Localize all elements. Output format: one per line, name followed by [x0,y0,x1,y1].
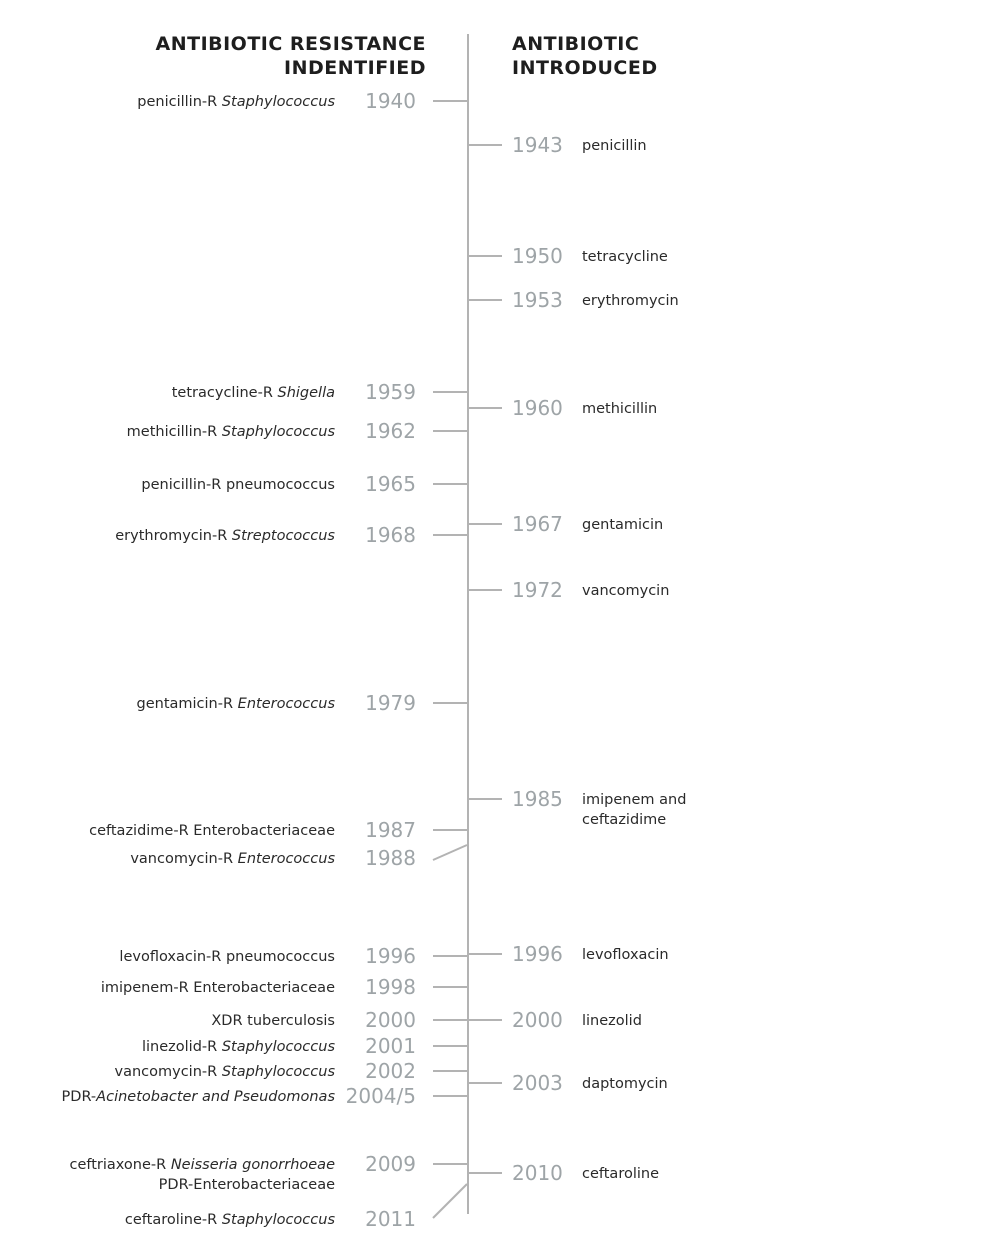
resistance-label-line [130,849,335,869]
resistance-label-line [211,1011,335,1031]
resistance-label-line [137,92,335,112]
introduced-name-line2: ceftazidime [582,812,667,828]
resistance-header-line2: INDENTIFIED [284,57,426,79]
resistance-label-line [172,383,335,403]
introduced-label [582,1164,659,1184]
introduced-year: 2003 [512,1071,563,1095]
resistance-year: 2002 [365,1059,416,1083]
resistance-tick [433,955,467,957]
resistance-label-text: PDR- [61,1089,97,1105]
introduced-label [582,247,668,267]
resistance-organism: Enterococcus [237,851,335,867]
resistance-label-line [127,422,335,442]
resistance-organism: Staphylococcus [221,1039,335,1055]
resistance-tick [433,1019,467,1021]
resistance-tick [433,1095,467,1097]
resistance-year: 1965 [365,472,416,496]
introduced-label [582,291,679,311]
resistance-label-line [89,821,335,841]
resistance-label-line [114,1062,335,1082]
resistance-label [114,1062,335,1082]
introduced-label [582,1011,642,1031]
resistance-label-text: methicillin-R [126,424,222,440]
resistance-tick [433,1045,467,1047]
resistance-year: 1959 [365,380,416,404]
resistance-label [89,821,335,841]
introduced-header [512,32,658,80]
resistance-year: 2001 [365,1034,416,1058]
resistance-label [141,475,335,495]
resistance-label [137,694,335,714]
resistance-organism: Streptococcus [231,528,335,544]
resistance-year: 2011 [365,1207,416,1231]
introduced-name: tetracycline [582,249,668,265]
resistance-label-text: imipenem-R Enterobacteriaceae [100,980,335,996]
introduced-label [582,790,686,830]
resistance-year: 1987 [365,818,416,842]
resistance-label [172,383,335,403]
introduced-year: 2010 [512,1161,563,1185]
introduced-name: vancomycin [582,583,670,599]
resistance-label-line [62,1087,335,1107]
resistance-label [127,422,335,442]
resistance-label-text: erythromycin-R [115,528,232,544]
resistance-year: 2009 [365,1152,416,1176]
resistance-year: 1979 [365,691,416,715]
resistance-tick [433,534,467,536]
introduced-tick [469,1172,502,1174]
introduced-label [582,581,669,601]
resistance-tick [433,829,467,831]
resistance-organism: Acinetobacter and Pseudomonas [96,1089,335,1105]
resistance-tick [433,986,467,988]
resistance-organism: Staphylococcus [221,1212,335,1228]
resistance-label [115,526,335,546]
resistance-label-text: linezolid-R [141,1039,222,1055]
introduced-year: 1943 [512,133,563,157]
resistance-label [211,1011,335,1031]
resistance-label [125,1210,335,1230]
introduced-name: daptomycin [582,1076,668,1092]
resistance-label [142,1037,335,1057]
resistance-organism: Staphylococcus [221,1064,335,1080]
introduced-tick [469,255,502,257]
resistance-label [69,1155,335,1195]
resistance-label [101,978,335,998]
resistance-tick [433,702,467,704]
resistance-label-text: levofloxacin-R pneumococcus [119,949,335,965]
introduced-tick [469,798,502,800]
introduced-tick [469,144,502,146]
resistance-year: 1998 [365,975,416,999]
introduced-label [582,1074,668,1094]
resistance-year: 2000 [365,1008,416,1032]
introduced-label [582,136,647,156]
resistance-tick [433,1163,467,1165]
introduced-tick [469,589,502,591]
resistance-label-text: vancomycin-R [130,851,238,867]
introduced-label [582,515,663,535]
resistance-year: 1996 [365,944,416,968]
introduced-year: 1985 [512,787,563,811]
resistance-tick [433,845,467,860]
resistance-label [62,1087,335,1107]
resistance-header-line1: ANTIBIOTIC RESISTANCE [155,33,426,55]
resistance-label-line [115,526,335,546]
introduced-name: ceftaroline [582,1166,659,1182]
resistance-label-text: ceftazidime-R Enterobacteriaceae [89,823,335,839]
introduced-year: 1950 [512,244,563,268]
resistance-organism: Enterococcus [237,696,335,712]
introduced-year: 1996 [512,942,563,966]
resistance-label-text: ceftriaxone-R [69,1157,171,1173]
introduced-year: 1960 [512,396,563,420]
introduced-name: erythromycin [582,293,679,309]
introduced-tick [469,523,502,525]
resistance-label-line [119,947,335,967]
resistance-header [156,32,427,80]
introduced-name: methicillin [582,401,658,417]
resistance-label-text: vancomycin-R [114,1064,222,1080]
resistance-label [137,92,335,112]
resistance-organism: Staphylococcus [221,94,335,110]
introduced-tick [469,407,502,409]
resistance-label [130,849,335,869]
resistance-year: 1940 [365,89,416,113]
resistance-year: 1962 [365,419,416,443]
resistance-label-line [137,694,335,714]
introduced-year: 1972 [512,578,563,602]
resistance-organism: Shigella [277,385,335,401]
introduced-name: levofloxacin [582,947,669,963]
timeline-axis [467,34,469,1214]
introduced-year: 1953 [512,288,563,312]
resistance-tick [433,100,467,102]
resistance-tick [433,1070,467,1072]
introduced-name: penicillin [582,138,647,154]
resistance-label-text: penicillin-R pneumococcus [141,477,335,493]
resistance-label-text: ceftaroline-R [124,1212,222,1228]
introduced-header-line1: ANTIBIOTIC [512,33,640,55]
resistance-year: 1988 [365,846,416,870]
resistance-label-line2: PDR-Enterobacteriaceae [158,1177,335,1193]
introduced-name: gentamicin [582,517,664,533]
resistance-year: 2004/5 [345,1084,416,1108]
resistance-label-line [125,1210,335,1230]
introduced-tick [469,1082,502,1084]
introduced-name: linezolid [582,1013,642,1029]
introduced-tick [469,1019,502,1021]
resistance-label-text: XDR tuberculosis [211,1013,335,1029]
resistance-tick [433,1184,467,1218]
resistance-label-text: gentamicin-R [136,696,238,712]
resistance-label-line [69,1155,335,1175]
resistance-organism: Neisseria gonorrhoeae [170,1157,335,1173]
resistance-year: 1968 [365,523,416,547]
introduced-label [582,945,669,965]
resistance-label-line [141,475,335,495]
introduced-tick [469,299,502,301]
resistance-organism: Staphylococcus [221,424,335,440]
resistance-tick [433,483,467,485]
introduced-name: imipenem and [582,792,687,808]
resistance-label-line [101,978,335,998]
introduced-label [582,399,657,419]
introduced-year: 1967 [512,512,563,536]
resistance-tick [433,430,467,432]
introduced-tick [469,953,502,955]
resistance-label [119,947,335,967]
introduced-header-line2: INTRODUCED [512,57,658,79]
resistance-tick [433,391,467,393]
introduced-year: 2000 [512,1008,563,1032]
resistance-label-text: penicillin-R [137,94,222,110]
resistance-label-line [142,1037,335,1057]
resistance-label-text: tetracycline-R [171,385,278,401]
